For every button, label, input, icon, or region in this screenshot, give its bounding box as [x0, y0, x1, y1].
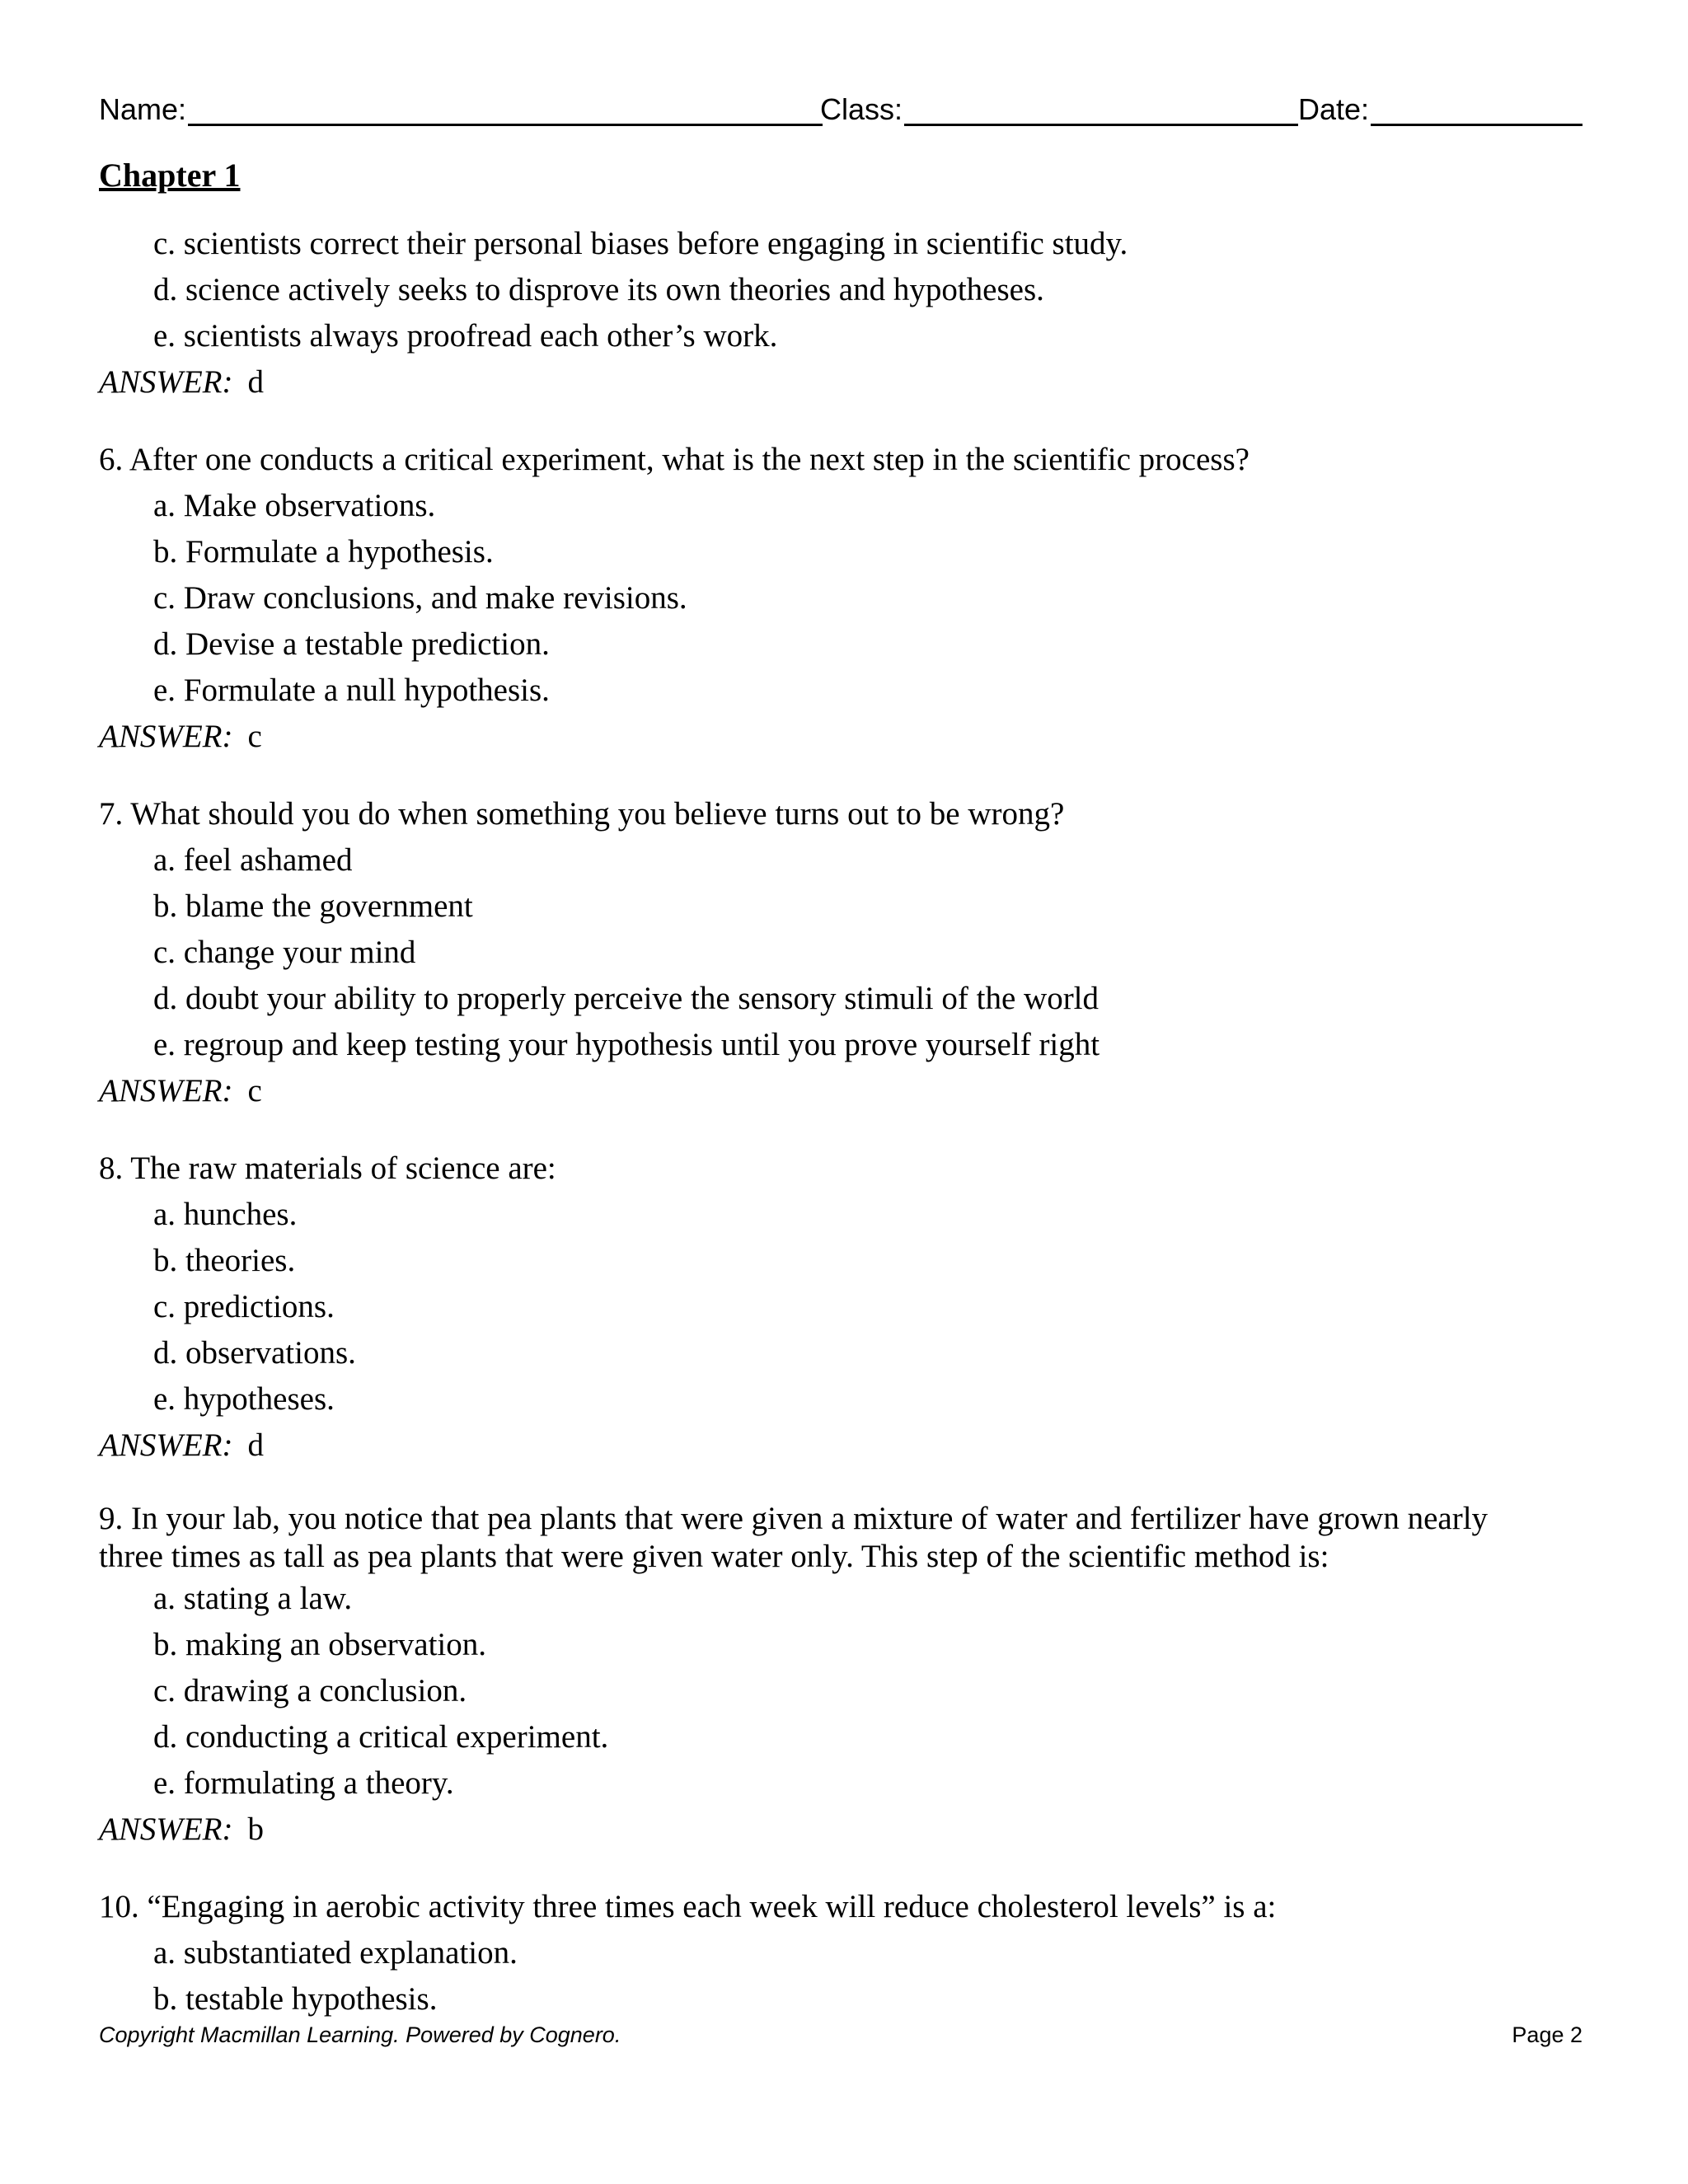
- question-stem: 8. The raw materials of science are:: [99, 1151, 556, 1186]
- option-e: e. formulating a theory.: [153, 1765, 454, 1801]
- date-blank-line[interactable]: [1371, 92, 1582, 126]
- answer-value: d: [247, 1427, 264, 1463]
- question-list: [99, 221, 1582, 2022]
- option-a: a. hunches.: [153, 1197, 298, 1232]
- answer-label: ANSWER:: [99, 1811, 233, 1847]
- question-stem: 7. What should you do when something you believe turns out to be wrong?: [99, 796, 1065, 832]
- name-field[interactable]: [99, 92, 823, 126]
- question-stem-line-2: three times as tall as pea plants that were given water only. This step of the scientific method is:: [99, 1539, 1329, 1574]
- option-d: d. conducting a critical experiment.: [153, 1719, 609, 1755]
- date-label: Date:: [1298, 92, 1370, 126]
- option-b: b. blame the government: [153, 888, 473, 924]
- answer-label: ANSWER:: [99, 1073, 233, 1108]
- name-blank-line[interactable]: [188, 92, 823, 126]
- option-c: c. scientists correct their personal biases before engaging in scientific study.: [153, 226, 1128, 261]
- question-stem-line-1: 9. In your lab, you notice that pea plants that were given a mixture of water and fertilizer have grown nearly: [99, 1501, 1489, 1536]
- class-blank-line[interactable]: [904, 92, 1298, 126]
- footer-copyright: Copyright Macmillan Learning. Powered by Cognero.: [99, 2022, 621, 2047]
- answer-line: [99, 1807, 1582, 1853]
- option-d: d. Devise a testable prediction.: [153, 626, 550, 662]
- answer-label: ANSWER:: [99, 1427, 233, 1463]
- answer-line: [99, 359, 1582, 405]
- option-c: c. Draw conclusions, and make revisions.: [153, 580, 687, 616]
- option-e: e. Formulate a null hypothesis.: [153, 673, 550, 708]
- option-c: c. predictions.: [153, 1289, 335, 1324]
- answer-line: [99, 1422, 1582, 1469]
- student-info-header: [99, 92, 1582, 134]
- answer-value: c: [247, 1073, 262, 1108]
- answer-line: [99, 1068, 1582, 1114]
- chapter-title: Chapter 1: [99, 157, 241, 194]
- answer-value: b: [247, 1811, 264, 1847]
- option-e: e. hypotheses.: [153, 1381, 335, 1417]
- option-d: d. doubt your ability to properly perceive the sensory stimuli of the world: [153, 981, 1100, 1016]
- option-a: a. feel ashamed: [153, 842, 353, 878]
- date-field[interactable]: [1298, 92, 1582, 126]
- class-field[interactable]: [820, 92, 1298, 126]
- footer-page-number: Page 2: [1512, 2022, 1582, 2047]
- question-10: [99, 1884, 1582, 2022]
- answer-value: d: [247, 364, 264, 400]
- answer-value: c: [247, 719, 262, 754]
- option-a: a. Make observations.: [153, 488, 436, 523]
- option-b: b. Formulate a hypothesis.: [153, 534, 494, 569]
- option-b: b. making an observation.: [153, 1627, 486, 1662]
- option-e: e. regroup and keep testing your hypothesis until you prove yourself right: [153, 1027, 1100, 1062]
- option-c: c. change your mind: [153, 935, 416, 970]
- question-8: [99, 1146, 1582, 1469]
- question-6: [99, 437, 1582, 760]
- option-d: d. science actively seeks to disprove its own theories and hypotheses.: [153, 272, 1044, 307]
- option-c: c. drawing a conclusion.: [153, 1673, 467, 1708]
- question-stem: 6. After one conducts a critical experiment, what is the next step in the scientific process?: [99, 442, 1250, 477]
- class-label: Class:: [820, 92, 903, 126]
- question-7: [99, 791, 1582, 1114]
- question-9: [99, 1500, 1582, 1853]
- option-b: b. theories.: [153, 1243, 296, 1278]
- option-a: a. stating a law.: [153, 1581, 353, 1616]
- option-e: e. scientists always proofread each other’s work.: [153, 318, 778, 354]
- question-stem: 10. “Engaging in aerobic activity three times each week will reduce cholesterol levels” is a:: [99, 1889, 1277, 1924]
- option-d: d. observations.: [153, 1335, 356, 1371]
- answer-label: ANSWER:: [99, 364, 233, 400]
- option-a: a. substantiated explanation.: [153, 1935, 518, 1971]
- answer-label: ANSWER:: [99, 719, 233, 754]
- question-5-continued: [99, 221, 1582, 405]
- option-b: b. testable hypothesis.: [153, 1981, 438, 2017]
- answer-line: [99, 714, 1582, 760]
- name-label: Name:: [99, 92, 187, 126]
